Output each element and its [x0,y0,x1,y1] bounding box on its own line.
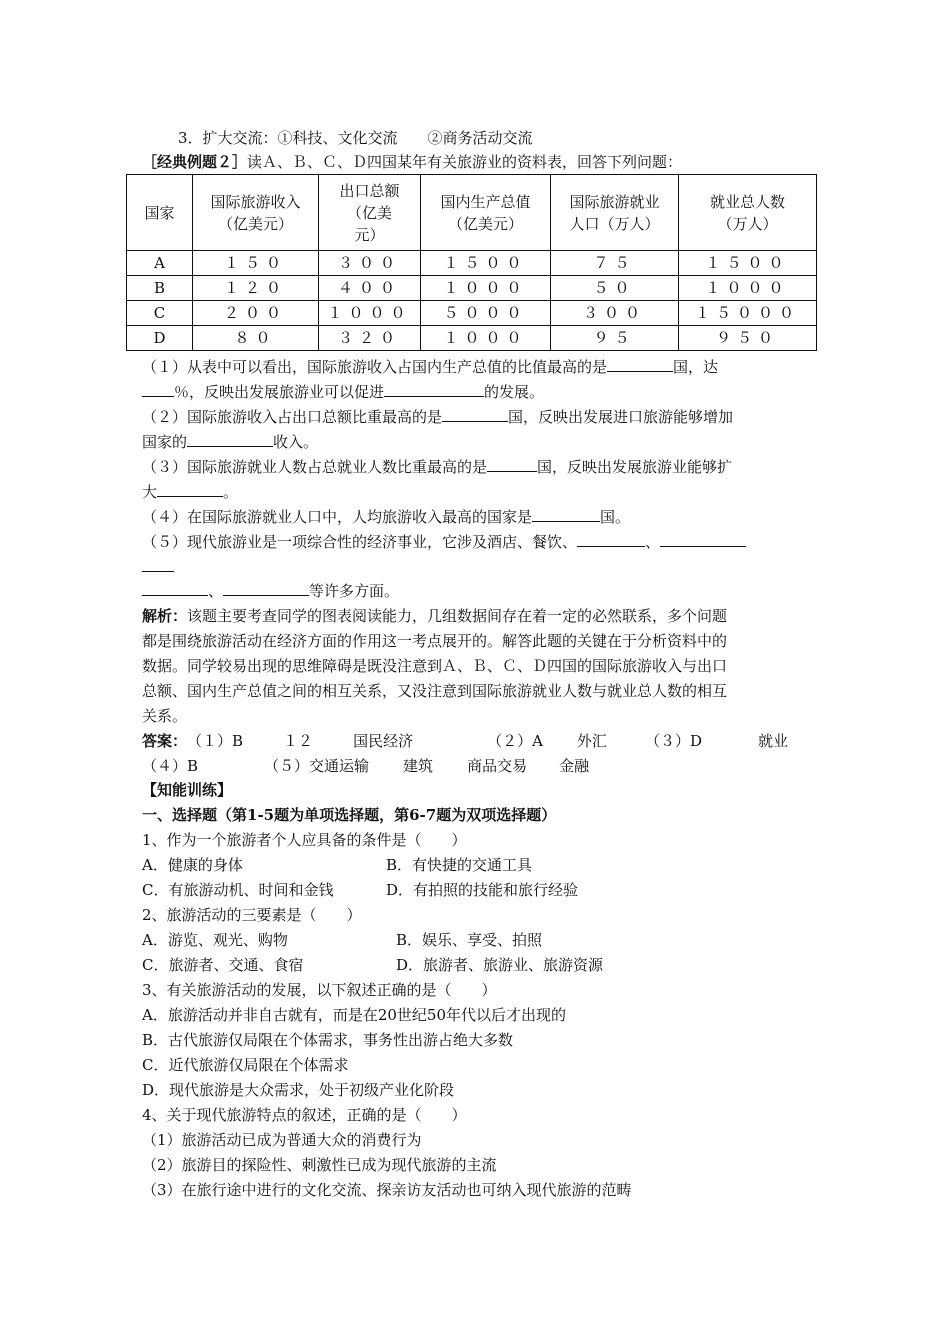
question-1-line-1: （１）从表中可以看出，国际旅游收入占国内生产总值的比值最高的是 国，达 [142,358,719,376]
table-cell: １５００ [421,251,551,276]
mc-question-1-stem: 1、作为一个旅游者个人应具备的条件是（ ） [142,831,467,849]
table-cell: B [127,276,193,301]
answer-blank [532,506,600,522]
table-cell: １０００ [679,276,817,301]
option-b: B．娱乐、享受、拍照 [396,931,543,949]
table-cell: ５０００ [421,301,551,326]
answer-blank [384,381,484,397]
question-5-line-2 [142,556,174,576]
answer-blank [660,531,746,547]
mc-question-3-option-b: B．古代旅游仅局限在个体需求，事务性出游占绝大多数 [142,1031,514,1049]
option-d: D．有拍照的技能和旅行经验 [386,881,579,899]
table-cell: ３２０ [319,326,421,351]
answer-blank [157,481,223,497]
table-cell: ５０ [551,276,679,301]
example-question: 读Ａ、Ｂ、Ｃ、Ｄ四国某年有关旅游业的资料表，回答下列问题： [247,153,683,171]
example-heading [142,152,682,172]
analysis-label: 解析： [142,607,188,625]
mc-question-3-option-d: D．现代旅游是大众需求，处于初级产业化阶段 [142,1081,455,1099]
table-cell: １５０ [193,251,319,276]
table-cell: １０００ [421,276,551,301]
table-row [127,301,817,326]
analysis-line-5: 关系。 [142,707,188,725]
section-title: 【知能训练】 [142,781,233,799]
answer-blank [187,431,273,447]
mc-question-3-stem: 3、有关旅游活动的发展，以下叙述正确的是（ ） [142,981,497,999]
analysis-line-3: 数据。同学较易出现的思维障碍是既没注意到Ａ、Ｂ、Ｃ、Ｄ四国的国际旅游收入与出口 [142,657,728,675]
answer-blank [607,356,673,372]
option-c: C．旅游者、交通、食宿 [142,956,304,974]
answer-blank [142,580,208,596]
table-header-cell: 国际旅游就业 人口（万人） [551,175,679,251]
table-header-cell: 国内生产总值 （亿美元） [421,175,551,251]
intro-line: 3．扩大交流：①科技、文化交流 ②商务活动交流 [178,129,533,147]
analysis-line-1: 解析：该题主要考查同学的图表阅读能力，几组数据间存在着一定的必然联系，多个问题 [142,607,728,625]
mc-question-3-option-a: A．旅游活动并非自古就有，而是在20世纪50年代以后才出现的 [142,1006,567,1024]
answer-blank [223,580,309,596]
mc-question-3-option-c: C．近代旅游仅局限在个体需求 [142,1056,349,1074]
question-3-line-2: 大 。 [142,483,239,501]
table-header-row [127,175,817,251]
table-header-cell: 出口总额 （亿美 元） [319,175,421,251]
answer-label: 答案： [142,732,188,750]
question-2-line-2: 国家的 收入。 [142,433,319,451]
answer-line-1: 答案：（１）B １２ 国民经济 （２）A 外汇 （３）D 就业 [142,732,788,750]
table-cell: ９５０ [679,326,817,351]
answer-blank [487,456,537,472]
option-a: A．健康的身体 [142,856,243,874]
option-c: C．有旅游动机、时间和金钱 [142,881,334,899]
table-cell: ９５ [551,326,679,351]
answer-blank [577,531,645,547]
answer-blank [142,381,174,397]
table-header-cell: 国家 [127,175,193,251]
table-cell: １５０００ [679,301,817,326]
table-cell: １０００ [421,326,551,351]
mc-question-2-stem: 2、旅游活动的三要素是（ ） [142,906,362,924]
mc-question-4-item-1: （1）旅游活动已成为普通大众的消费行为 [142,1131,422,1149]
question-5-line-3: 、 等许多方面。 [142,580,399,600]
analysis-line-2: 都是围绕旅游活动在经济方面的作用这一考点展开的。解答此题的关键在于分析资料中的 [142,632,728,650]
table-cell: C [127,301,193,326]
question-4-line: （４）在国际旅游就业人口中，人均旅游收入最高的国家是 国。 [142,508,631,526]
table-row [127,251,817,276]
table-row [127,276,817,301]
analysis-line-4: 总额、国内生产总值之间的相互关系，又没注意到国际旅游就业人数与就业总人数的相互 [142,682,728,700]
question-5-line-1: （５）现代旅游业是一项综合性的经济事业，它涉及酒店、餐饮、 、 [142,531,746,551]
question-1-line-2: ％，反映出发展旅游业可以促进 的发展。 [142,381,544,401]
table-cell: ４００ [319,276,421,301]
mc-question-1-options-row-1 [142,855,533,875]
option-b: B．有快捷的交通工具 [386,856,533,874]
table-cell: １０００ [319,301,421,326]
table-cell: D [127,326,193,351]
table-row [127,326,817,351]
example-tag: ［经典例题２］ [142,153,248,171]
answer-blank [142,556,174,572]
table-cell: ８０ [193,326,319,351]
table-header-cell: 就业总人数 （万人） [679,175,817,251]
tourism-data-table [126,174,817,351]
answer-line-2: （４）B （５）交通运输 建筑 商品交易 金融 [142,757,590,775]
table-header-cell: 国际旅游收入 （亿美元） [193,175,319,251]
table-cell: ７５ [551,251,679,276]
option-a: A．游览、观光、购物 [142,931,288,949]
mc-question-4-item-2: （2）旅游目的探险性、刺激性已成为现代旅游的主流 [142,1156,497,1174]
table-cell: A [127,251,193,276]
mc-question-4-stem: 4、关于现代旅游特点的叙述，正确的是（ ） [142,1106,467,1124]
table-cell: ３００ [319,251,421,276]
table-cell: １２０ [193,276,319,301]
part-title: 一、选择题（第1-5题为单项选择题，第6-7题为双项选择题） [142,806,557,824]
table-cell: １５００ [679,251,817,276]
mc-question-4-item-3: （3）在旅行途中进行的文化交流、探亲访友活动也可纳入现代旅游的范畴 [142,1181,632,1199]
mc-question-2-options-row-2 [142,955,604,975]
mc-question-2-options-row-1 [142,930,543,950]
option-d: D．旅游者、旅游业、旅游资源 [396,956,604,974]
question-3-line-1: （３）国际旅游就业人数占总就业人数比重最高的是 国，反映出发展旅游业能够扩 [142,458,733,476]
mc-question-1-options-row-2 [142,880,579,900]
table-cell: ３００ [551,301,679,326]
answer-blank [442,406,508,422]
table-cell: ２００ [193,301,319,326]
question-2-line-1: （２）国际旅游收入占出口总额比重最高的是 国，反映出发展进口旅游能够增加 [142,408,734,426]
